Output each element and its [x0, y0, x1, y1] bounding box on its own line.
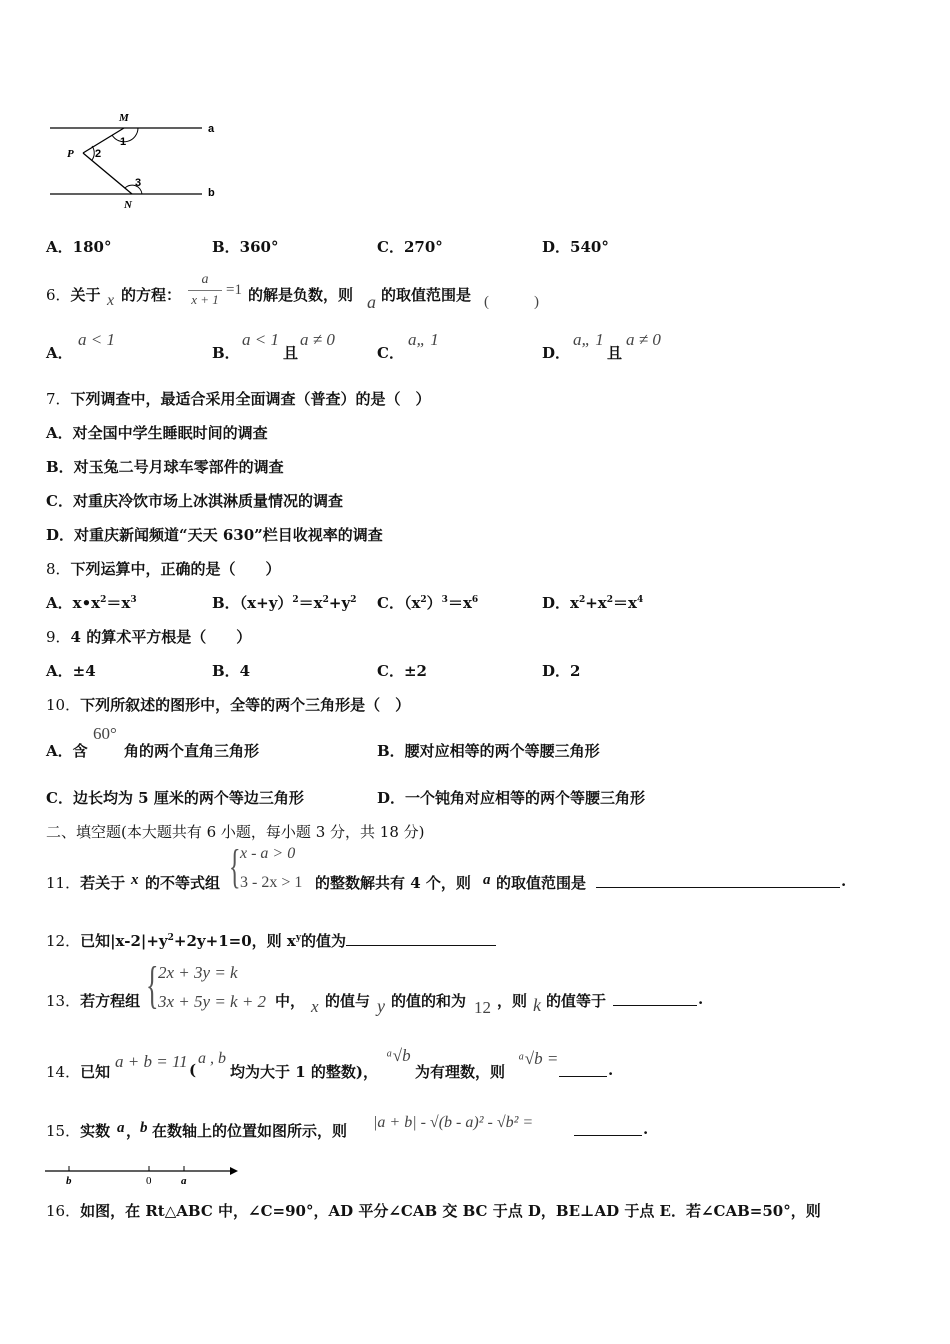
- q9-option-b[interactable]: B．4: [212, 662, 251, 680]
- angle-2: 2: [95, 148, 102, 160]
- label-N: N: [124, 199, 132, 211]
- q10-option-b[interactable]: B．腰对应相等的两个等腰三角形: [377, 742, 600, 760]
- q7-option-a[interactable]: A．对全国中学生睡眠时间的调查: [46, 424, 268, 442]
- q8-option-c[interactable]: C．$(x^2)^3=x^6$: [377, 594, 479, 612]
- axis-label-b: b: [66, 1175, 72, 1187]
- q15-answer-blank[interactable]: [574, 1120, 642, 1136]
- q8-option-b[interactable]: B．$(x+y)^2=x^2+y^2$: [212, 594, 357, 612]
- q6-option-a[interactable]: A．: [46, 344, 73, 362]
- q6-fraction: a x + 1: [188, 272, 222, 309]
- label-b: b: [208, 187, 215, 199]
- q9-stem: 9．4 的算术平方根是（ ）: [46, 628, 252, 646]
- q7-option-c[interactable]: C．对重庆冷饮市场上冰淇淋质量情况的调查: [46, 492, 343, 510]
- q8-option-d[interactable]: D．$x^2+x^2=x^4$: [542, 594, 644, 612]
- q6-stem: 6．关于: [46, 286, 101, 304]
- q13-stem: 13．若方程组: [46, 992, 141, 1010]
- q9-option-a[interactable]: A．±4: [46, 662, 96, 680]
- q6-option-b[interactable]: B．: [212, 344, 240, 362]
- q7-option-d[interactable]: D．对重庆新闻频道“天天 630”栏目收视率的调查: [46, 526, 383, 544]
- q5-option-a[interactable]: A．180°: [46, 238, 112, 256]
- q7-option-b[interactable]: B．对玉兔二号月球车零部件的调查: [46, 458, 284, 476]
- section-heading: 二、填空题(本大题共有 6 小题，每小题 3 分，共 18 分): [46, 823, 425, 841]
- q15-stem: 15．实数: [46, 1122, 111, 1140]
- axis-label-a: a: [181, 1175, 187, 1187]
- q6-option-c[interactable]: C．: [377, 344, 404, 362]
- q16-stem: 16．如图，在 Rt△ABC 中，∠C=90°，AD 平分∠CAB 交 BC 于点 D，BE⊥AD 于点 E．若∠CAB=50°，则: [46, 1202, 821, 1220]
- q10-option-d[interactable]: D．一个钝角对应相等的两个等腰三角形: [377, 789, 646, 807]
- q10-option-a[interactable]: A．含: [46, 742, 88, 760]
- q5-option-b[interactable]: B．360°: [212, 238, 279, 256]
- q8-stem: 8．下列运算中，正确的是（ ）: [46, 560, 281, 578]
- q8-option-a[interactable]: A．$x•x^2=x^3$: [46, 594, 137, 612]
- number-line: [42, 1160, 242, 1188]
- q11-stem: 11．若关于: [46, 874, 126, 892]
- label-P: P: [67, 148, 74, 160]
- q5-option-d[interactable]: D．540°: [542, 238, 609, 256]
- q12-answer-blank[interactable]: [346, 931, 496, 946]
- angle-3: 3: [135, 177, 142, 189]
- q12-stem: 12．已知$|x-2|+y^2+2y+1=0$，则 $x^y$的值为: [46, 930, 496, 951]
- q14-stem: 14．已知: [46, 1063, 111, 1081]
- q10-option-c[interactable]: C．边长均为 5 厘米的两个等边三角形: [46, 789, 304, 807]
- label-a: a: [208, 123, 215, 135]
- q6-option-d[interactable]: D．: [542, 344, 571, 362]
- q7-stem: 7．下列调查中，最适合采用全面调查（普查）的是（ ）: [46, 390, 431, 408]
- q9-option-c[interactable]: C．±2: [377, 662, 427, 680]
- q10-stem: 10．下列所叙述的图形中，全等的两个三角形是（ ）: [46, 696, 411, 714]
- q14-answer-blank[interactable]: [559, 1061, 607, 1077]
- angle-1: 1: [120, 136, 127, 148]
- axis-label-zero: 0: [146, 1175, 152, 1187]
- label-M: M: [119, 112, 129, 124]
- parallel-lines-figure: [40, 108, 230, 216]
- q5-option-c[interactable]: C．270°: [377, 238, 443, 256]
- q13-answer-blank[interactable]: [613, 990, 697, 1006]
- q9-option-d[interactable]: D．2: [542, 662, 581, 680]
- q11-answer-blank[interactable]: [596, 872, 840, 888]
